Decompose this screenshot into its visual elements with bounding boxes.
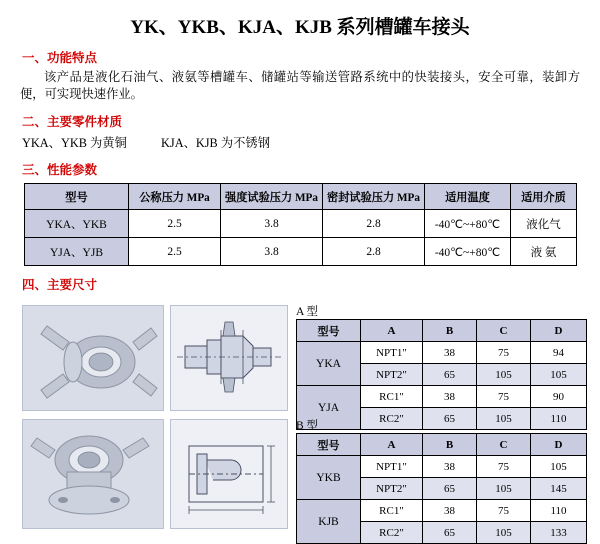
table-cell: -40℃~+80℃ xyxy=(425,210,511,238)
table-cell: 3.8 xyxy=(221,210,323,238)
table-cell-model: YKB xyxy=(297,456,361,500)
table-cell: 105 xyxy=(531,364,587,386)
table-header-row xyxy=(25,184,577,210)
section-heading-performance: 三、性能参数 xyxy=(22,163,98,177)
performance-table xyxy=(24,183,577,266)
table-header-row xyxy=(297,434,587,456)
type-a-label: A 型 xyxy=(296,306,319,318)
section-heading-features: 一、功能特点 xyxy=(22,51,98,65)
table-cell: 液化气 xyxy=(511,210,577,238)
table-header-cell: B xyxy=(423,320,477,342)
table-cell: NPT1" xyxy=(361,342,423,364)
type-b-dimensions-table xyxy=(296,433,587,544)
table-header-row xyxy=(297,320,587,342)
table-cell: 液 氨 xyxy=(511,238,577,266)
product-drawing-b xyxy=(170,419,288,529)
table-cell: 90 xyxy=(531,386,587,408)
table-cell: 105 xyxy=(477,408,531,430)
table-header-cell: D xyxy=(531,434,587,456)
type-b-label: B 型 xyxy=(296,420,319,432)
material-right-text: KJA、KJB 为不锈钢 xyxy=(161,136,271,150)
table-row xyxy=(25,238,577,266)
table-cell: 105 xyxy=(531,456,587,478)
section-heading-material: 二、主要零件材质 xyxy=(22,115,123,129)
table-row xyxy=(297,342,587,364)
table-cell-model: KJB xyxy=(297,500,361,544)
table-cell: 38 xyxy=(423,500,477,522)
table-cell: 2.8 xyxy=(323,238,425,266)
table-cell: 110 xyxy=(531,500,587,522)
table-cell-model: YKA xyxy=(297,342,361,386)
type-a-dimensions-table xyxy=(296,319,587,430)
photo-b-graphic xyxy=(23,420,163,528)
table-cell: 3.8 xyxy=(221,238,323,266)
table-cell-model: YJA、YJB xyxy=(25,238,129,266)
page-title: YK、YKB、KJA、KJB 系列槽罐车接头 xyxy=(130,17,470,38)
product-photo-b xyxy=(22,419,164,529)
table-row xyxy=(297,456,587,478)
product-drawing-a xyxy=(170,305,288,411)
dimensions-section xyxy=(0,299,600,539)
product-photo-a xyxy=(22,305,164,411)
table-header-cell: 适用介质 xyxy=(511,184,577,210)
table-cell: 65 xyxy=(423,364,477,386)
table-cell-model: YKA、YKB xyxy=(25,210,129,238)
table-header-cell: 公称压力 MPa xyxy=(129,184,221,210)
features-paragraph: 该产品是液化石油气、液氨等槽罐车、储罐站等输送管路系统中的快装接头，安全可靠，装卸方便，可实现快速作业。 xyxy=(20,70,580,101)
table-cell: 65 xyxy=(423,522,477,544)
table-cell: NPT2" xyxy=(361,478,423,500)
table-cell: RC1" xyxy=(361,386,423,408)
table-cell: RC2" xyxy=(361,408,423,430)
table-header-cell: 密封试验压力 MPa xyxy=(323,184,425,210)
table-cell: 145 xyxy=(531,478,587,500)
table-cell: 75 xyxy=(477,456,531,478)
table-cell: 38 xyxy=(423,456,477,478)
table-cell: 2.8 xyxy=(323,210,425,238)
table-cell: 133 xyxy=(531,522,587,544)
table-cell: 105 xyxy=(477,364,531,386)
table-cell: 65 xyxy=(423,408,477,430)
table-header-cell: 型号 xyxy=(297,320,361,342)
table-cell: 75 xyxy=(477,342,531,364)
drawing-a-graphic xyxy=(171,306,287,410)
table-row xyxy=(297,386,587,408)
table-cell: 75 xyxy=(477,386,531,408)
table-cell: RC2" xyxy=(361,522,423,544)
table-header-cell: 型号 xyxy=(297,434,361,456)
material-left-text: YKA、YKB 为黄铜 xyxy=(22,136,127,150)
drawing-b-graphic xyxy=(171,420,287,528)
table-cell: 110 xyxy=(531,408,587,430)
table-cell: 2.5 xyxy=(129,210,221,238)
table-header-cell: A xyxy=(361,434,423,456)
table-cell: 75 xyxy=(477,500,531,522)
table-cell: 38 xyxy=(423,386,477,408)
table-header-cell: C xyxy=(477,320,531,342)
table-cell: 38 xyxy=(423,342,477,364)
table-cell: NPT2" xyxy=(361,364,423,386)
table-cell: RC1" xyxy=(361,500,423,522)
table-cell: 65 xyxy=(423,478,477,500)
table-cell: NPT1" xyxy=(361,456,423,478)
table-cell: 105 xyxy=(477,522,531,544)
section-heading-dimensions: 四、主要尺寸 xyxy=(22,278,98,292)
table-header-cell: C xyxy=(477,434,531,456)
table-header-cell: A xyxy=(361,320,423,342)
table-header-cell: 型号 xyxy=(25,184,129,210)
table-header-cell: 强度试验压力 MPa xyxy=(221,184,323,210)
table-cell: 105 xyxy=(477,478,531,500)
table-header-cell: 适用温度 xyxy=(425,184,511,210)
table-row xyxy=(25,210,577,238)
table-header-cell: D xyxy=(531,320,587,342)
material-line xyxy=(22,133,600,151)
table-row xyxy=(297,500,587,522)
table-cell: 2.5 xyxy=(129,238,221,266)
table-cell: 94 xyxy=(531,342,587,364)
table-cell: -40℃~+80℃ xyxy=(425,238,511,266)
photo-a-graphic xyxy=(23,306,163,410)
table-header-cell: B xyxy=(423,434,477,456)
table-cell-model: YJA xyxy=(297,386,361,430)
